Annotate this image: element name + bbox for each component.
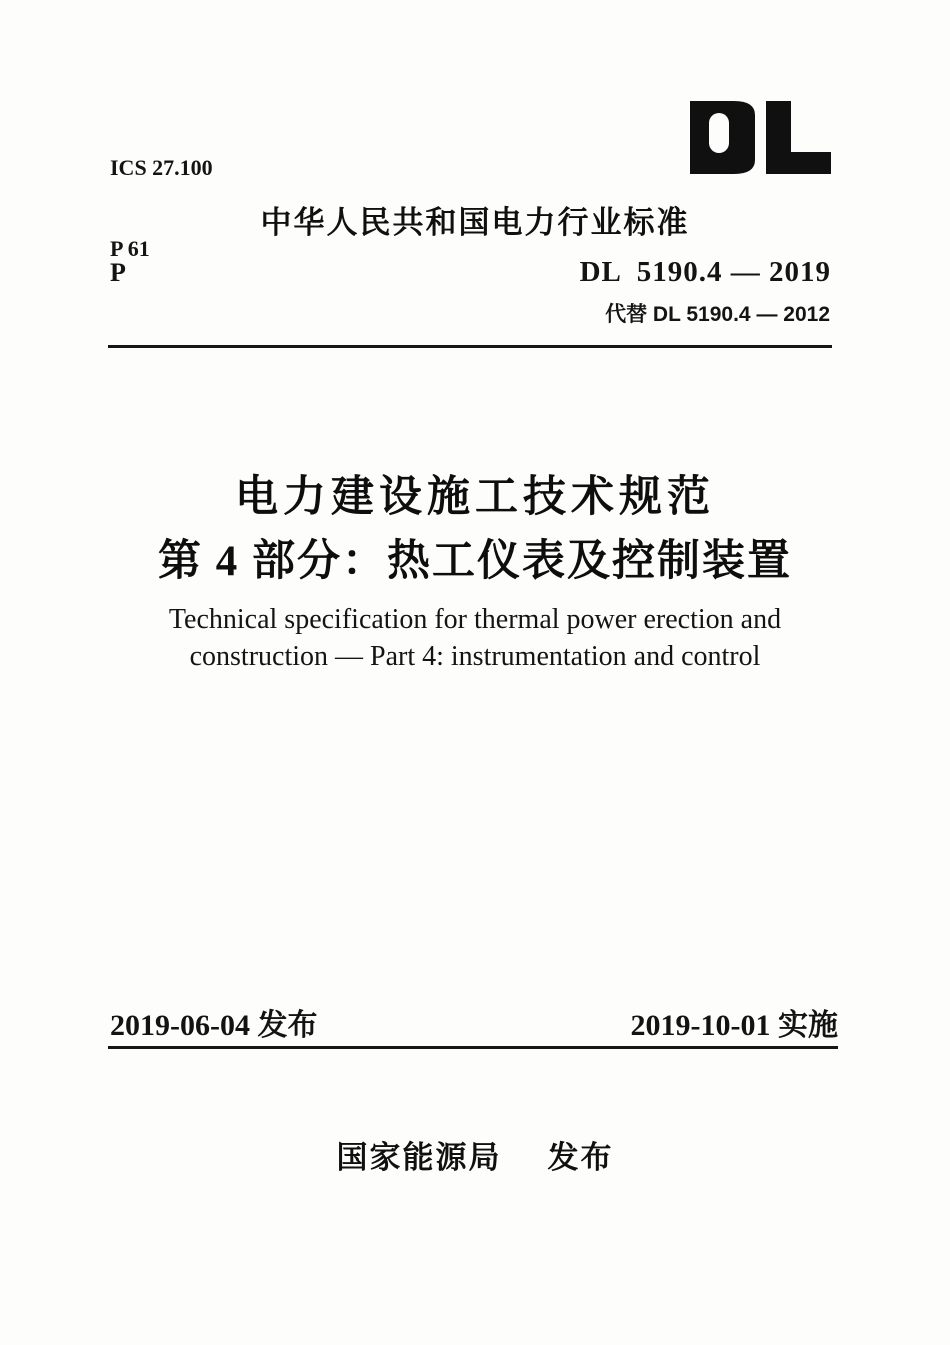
title-chinese-line1: 电力建设施工技术规范: [235, 474, 715, 521]
bottom-divider-rule: [108, 1046, 838, 1049]
implementation-date: 2019-10-01 实施: [630, 1009, 838, 1042]
publish-label: 发布: [547, 1140, 614, 1175]
dl-logo-icon: [690, 101, 831, 174]
title-english-line1: Technical specification for thermal power erection and: [168, 604, 782, 635]
issue-date: 2019-06-04 发布: [110, 1009, 318, 1042]
top-divider-rule: [108, 345, 832, 348]
publisher-row: [0, 1132, 950, 1177]
title-chinese-line2: 第 4 部分：热工仪表及控制装置: [158, 538, 792, 585]
replaced-standard-note: 代替 DL 5190.4 — 2012: [605, 303, 830, 326]
class-code: P 61: [110, 236, 150, 261]
standard-number: DL 5190.4 — 2019: [579, 256, 831, 288]
doc-class-letter: P: [110, 258, 126, 287]
publisher-name: 国家能源局: [336, 1140, 502, 1175]
standard-type-heading: 中华人民共和国电力行业标准: [260, 205, 690, 240]
ics-code: ICS 27.100: [110, 155, 213, 180]
title-english: [0, 601, 950, 675]
title-english-line2: construction — Part 4: instrumentation and control: [189, 641, 761, 672]
